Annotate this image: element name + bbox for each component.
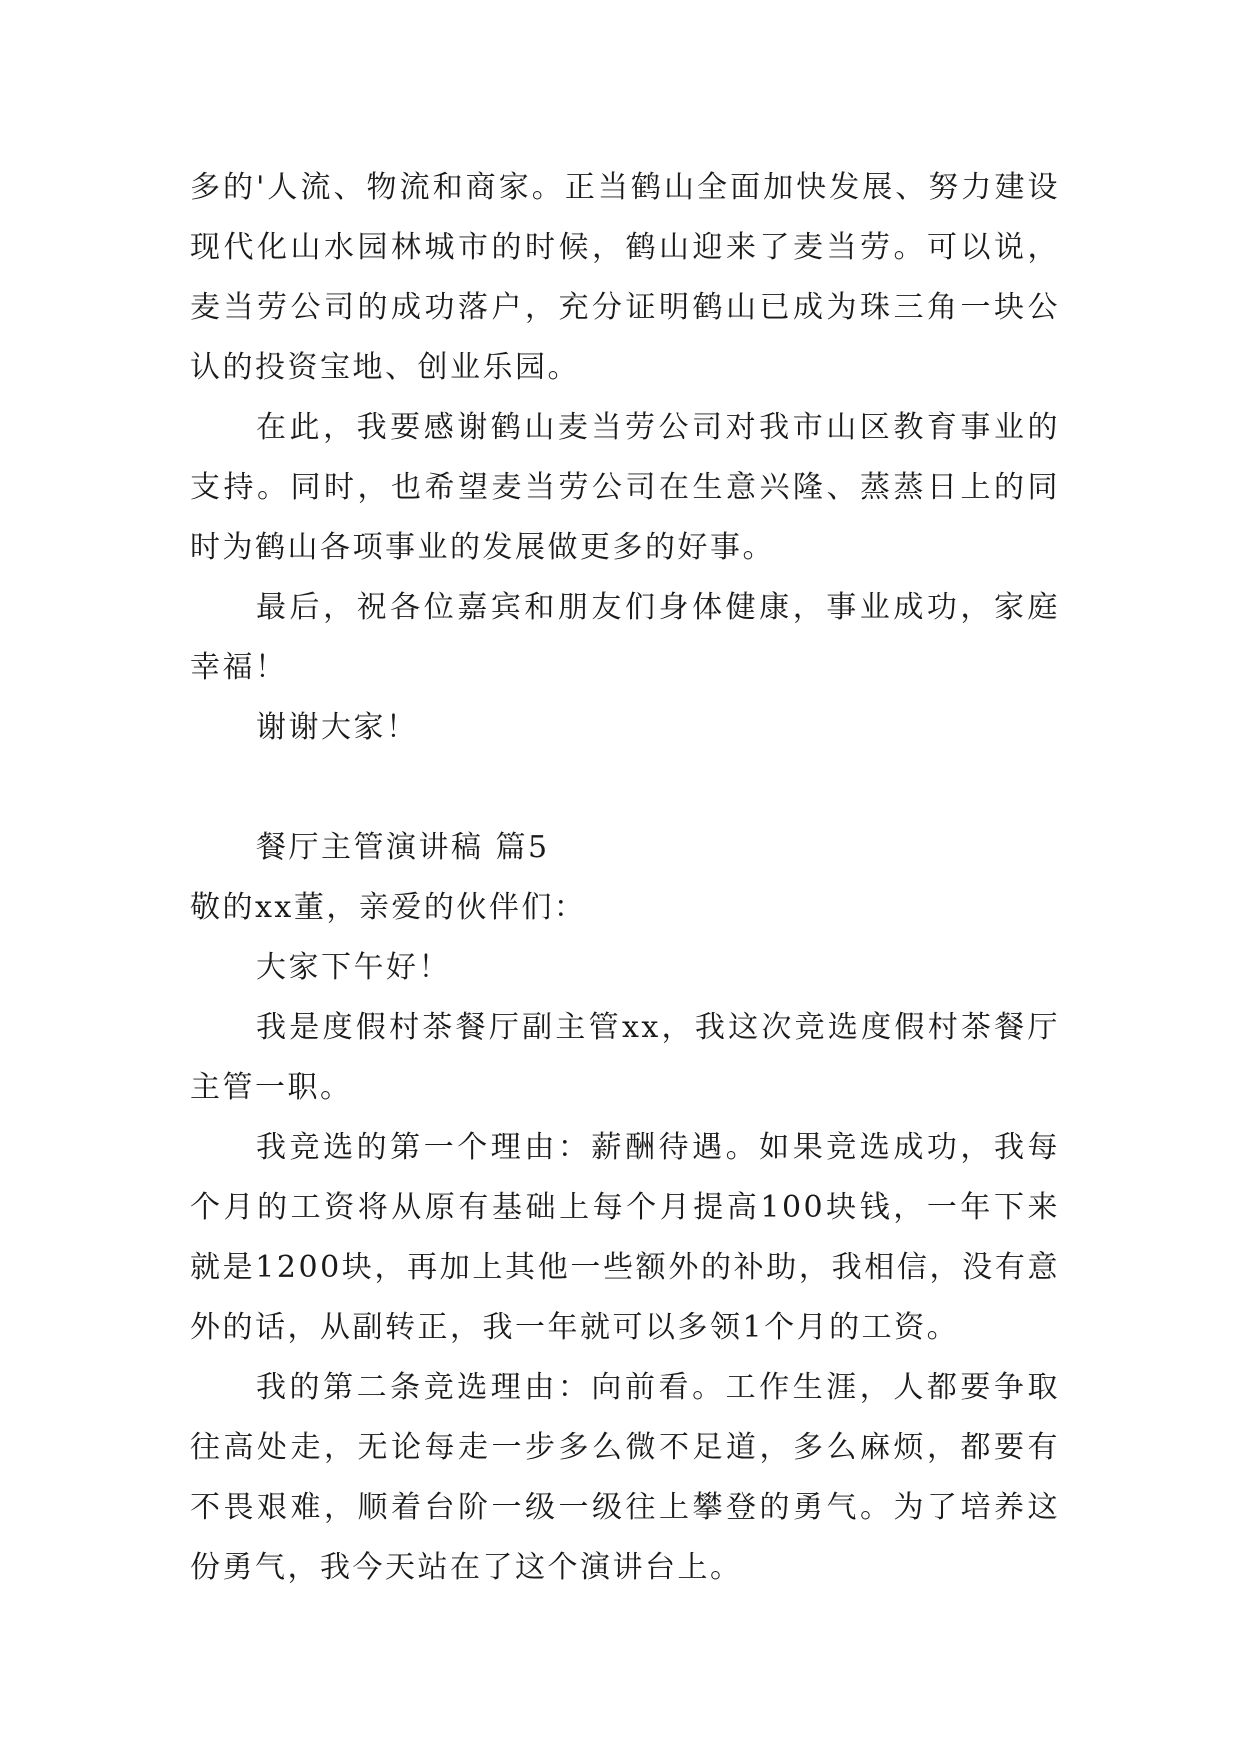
section-spacer	[190, 758, 1060, 818]
paragraph-1: 多的'人流、物流和商家。正当鹤山全面加快发展、努力建设现代化山水园林城市的时候，鹤山迎来了麦当劳。可以说，麦当劳公司的成功落户，充分证明鹤山已成为珠三角一块公认的投资宝地、创业乐园。	[190, 170, 1060, 385]
paragraph-8: 我竞选的第一个理由：薪酬待遇。如果竞选成功，我每个月的工资将从原有基础上每个月提高100块钱，一年下来就是1200块，再加上其他一些额外的补助，我相信，没有意外的话，从副转正，我一年就可以多领1个月的工资。	[190, 1130, 1060, 1345]
paragraph-3: 最后，祝各位嘉宾和朋友们身体健康，事业成功，家庭幸福！	[190, 590, 1060, 685]
document-page	[190, 158, 1060, 1598]
section-heading: 餐厅主管演讲稿 篇5	[256, 830, 550, 865]
paragraph-2: 在此，我要感谢鹤山麦当劳公司对我市山区教育事业的支持。同时，也希望麦当劳公司在生意兴隆、蒸蒸日上的同时为鹤山各项事业的发展做更多的好事。	[190, 410, 1060, 565]
paragraph-6: 大家下午好！	[256, 950, 451, 985]
paragraph-7: 我是度假村茶餐厅副主管xx，我这次竞选度假村茶餐厅主管一职。	[190, 1010, 1060, 1105]
paragraph-5: 敬的xx董，亲爱的伙伴们：	[190, 890, 587, 925]
paragraph-9: 我的第二条竞选理由：向前看。工作生涯，人都要争取往高处走，无论每走一步多么微不足道，多么麻烦，都要有不畏艰难，顺着台阶一级一级往上攀登的勇气。为了培养这份勇气，我今天站在了这个演讲台上。	[190, 1370, 1060, 1585]
paragraph-4: 谢谢大家！	[256, 710, 419, 745]
